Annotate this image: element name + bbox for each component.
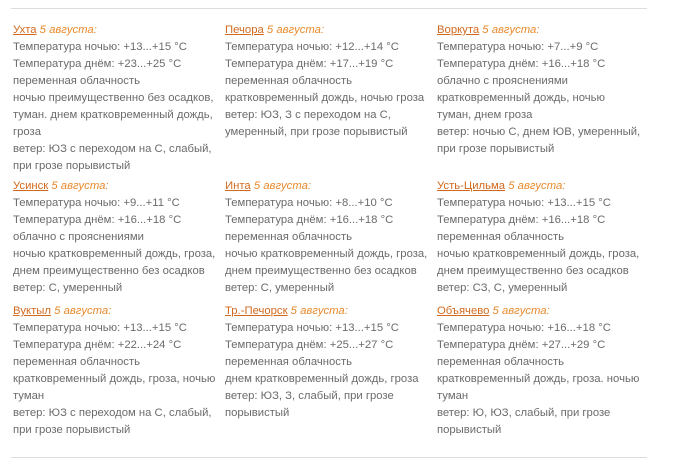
forecast-line: ветер: СЗ, С, умеренный <box>437 282 568 294</box>
city-link[interactable]: Усинск <box>13 180 49 192</box>
city-header <box>437 303 642 320</box>
forecast-line: облачно с прояснениями <box>437 75 568 87</box>
city-forecast <box>225 178 430 297</box>
forecast-line: кратковременный дождь, ночью гроза <box>225 92 425 104</box>
forecast-date: 5 августа: <box>266 24 325 36</box>
city-link[interactable]: Усть-Цильма <box>437 180 506 192</box>
city-forecast <box>437 303 642 439</box>
forecast-line: переменная облачность <box>437 356 565 368</box>
forecast-line: Температура ночью: +13...+15 °C <box>225 322 399 334</box>
forecast-line: Температура ночью: +13...+15 °C <box>13 322 187 334</box>
forecast-line: Температура днём: +16...+18 °C <box>225 214 394 226</box>
forecast-line: Температура ночью: +12...+14 °C <box>225 41 399 53</box>
forecast-date: 5 августа: <box>39 24 97 36</box>
city-header <box>437 178 642 195</box>
city-link[interactable]: Инта <box>225 180 251 192</box>
forecast-line: Температура ночью: +7...+9 °C <box>437 41 599 53</box>
forecast-date: 5 августа: <box>482 24 540 36</box>
city-forecast <box>13 22 218 175</box>
forecast-line: кратковременный дождь, гроза. ночью туман <box>437 373 640 402</box>
city-forecast <box>437 178 642 297</box>
city-header <box>13 178 218 195</box>
forecast-line: переменная облачность <box>13 356 141 368</box>
forecast-date: 5 августа: <box>508 180 566 192</box>
forecast-line: ночью кратковременный дождь, гроза, днем преимущественно без осадков <box>225 248 428 277</box>
top-divider <box>11 8 647 9</box>
city-header <box>13 22 218 39</box>
forecast-line: Температура днём: +16...+18 °C <box>437 214 606 226</box>
city-header <box>437 22 642 39</box>
forecast-date: 5 августа: <box>253 180 312 192</box>
forecast-line: облачно с прояснениями <box>13 231 144 243</box>
forecast-line: ветер: ЮЗ, З, слабый, при грозе порывистый <box>225 390 394 419</box>
forecast-line: Температура днём: +22...+24 °C <box>13 339 182 351</box>
forecast-line: Температура днём: +17...+19 °C <box>225 58 394 70</box>
forecast-date: 5 августа: <box>54 305 112 317</box>
forecast-line: Температура днём: +16...+18 °C <box>13 214 182 226</box>
forecast-line: Температура ночью: +13...+15 °C <box>437 197 611 209</box>
forecast-line: переменная облачность <box>225 356 353 368</box>
forecast-line: Температура днём: +27...+29 °C <box>437 339 606 351</box>
forecast-line: ветер: ЮЗ, З с переходом на С, умеренный, при грозе порывистый <box>225 109 408 138</box>
forecast-line: ветер: С, умеренный <box>225 282 335 294</box>
forecast-line: ночью преимущественно без осадков, туман. днем кратковременный дождь, гроза <box>13 92 214 138</box>
city-link[interactable]: Печора <box>225 24 264 36</box>
forecast-line: кратковременный дождь, ночью туман, днем гроза <box>437 92 606 121</box>
forecast-line: ветер: С, умеренный <box>13 282 123 294</box>
forecast-line: ночью кратковременный дождь, гроза, днем преимущественно без осадков <box>13 248 216 277</box>
forecast-line: Температура ночью: +16...+18 °C <box>437 322 611 334</box>
forecast-line: переменная облачность <box>13 75 141 87</box>
city-header <box>225 303 430 320</box>
forecast-line: ночью кратковременный дождь, гроза, днем преимущественно без осадков <box>437 248 640 277</box>
forecast-line: Температура днём: +16...+18 °C <box>437 58 606 70</box>
forecast-line: кратковременный дождь, гроза, ночью туман <box>13 373 216 402</box>
forecast-line: переменная облачность <box>225 75 353 87</box>
city-forecast <box>225 303 430 422</box>
city-link[interactable]: Вуктыл <box>13 305 52 317</box>
forecast-line: Температура ночью: +9...+11 °C <box>13 197 180 209</box>
forecast-line: ветер: ночью С, днем ЮВ, умеренный, при грозе порывистый <box>437 126 641 155</box>
forecast-date: 5 августа: <box>290 305 348 317</box>
city-link[interactable]: Тр.-Печорск <box>225 305 288 317</box>
city-link[interactable]: Воркута <box>437 24 480 36</box>
city-forecast <box>437 22 642 158</box>
forecast-line: ветер: Ю, ЮЗ, слабый, при грозе порывистый <box>437 407 611 436</box>
bottom-divider <box>11 457 647 458</box>
forecast-line: переменная облачность <box>225 231 353 243</box>
forecast-line: днем кратковременный дождь, гроза <box>225 373 419 385</box>
forecast-line: Температура днём: +23...+25 °C <box>13 58 182 70</box>
forecast-line: ветер: ЮЗ с переходом на С, слабый, при грозе порывистый <box>13 143 212 172</box>
forecast-line: Температура ночью: +13...+15 °C <box>13 41 187 53</box>
forecast-line: Температура ночью: +8...+10 °C <box>225 197 393 209</box>
city-header <box>225 22 430 39</box>
forecast-line: переменная облачность <box>437 231 565 243</box>
city-header <box>13 303 218 320</box>
forecast-date: 5 августа: <box>492 305 550 317</box>
city-link[interactable]: Объячево <box>437 305 490 317</box>
forecast-date: 5 августа: <box>51 180 109 192</box>
city-forecast <box>13 303 218 439</box>
city-forecast <box>13 178 218 297</box>
city-header <box>225 178 430 195</box>
forecast-line: ветер: ЮЗ с переходом на С, слабый, при грозе порывистый <box>13 407 212 436</box>
city-forecast <box>225 22 430 141</box>
forecast-line: Температура днём: +25...+27 °C <box>225 339 394 351</box>
city-link[interactable]: Ухта <box>13 24 37 36</box>
